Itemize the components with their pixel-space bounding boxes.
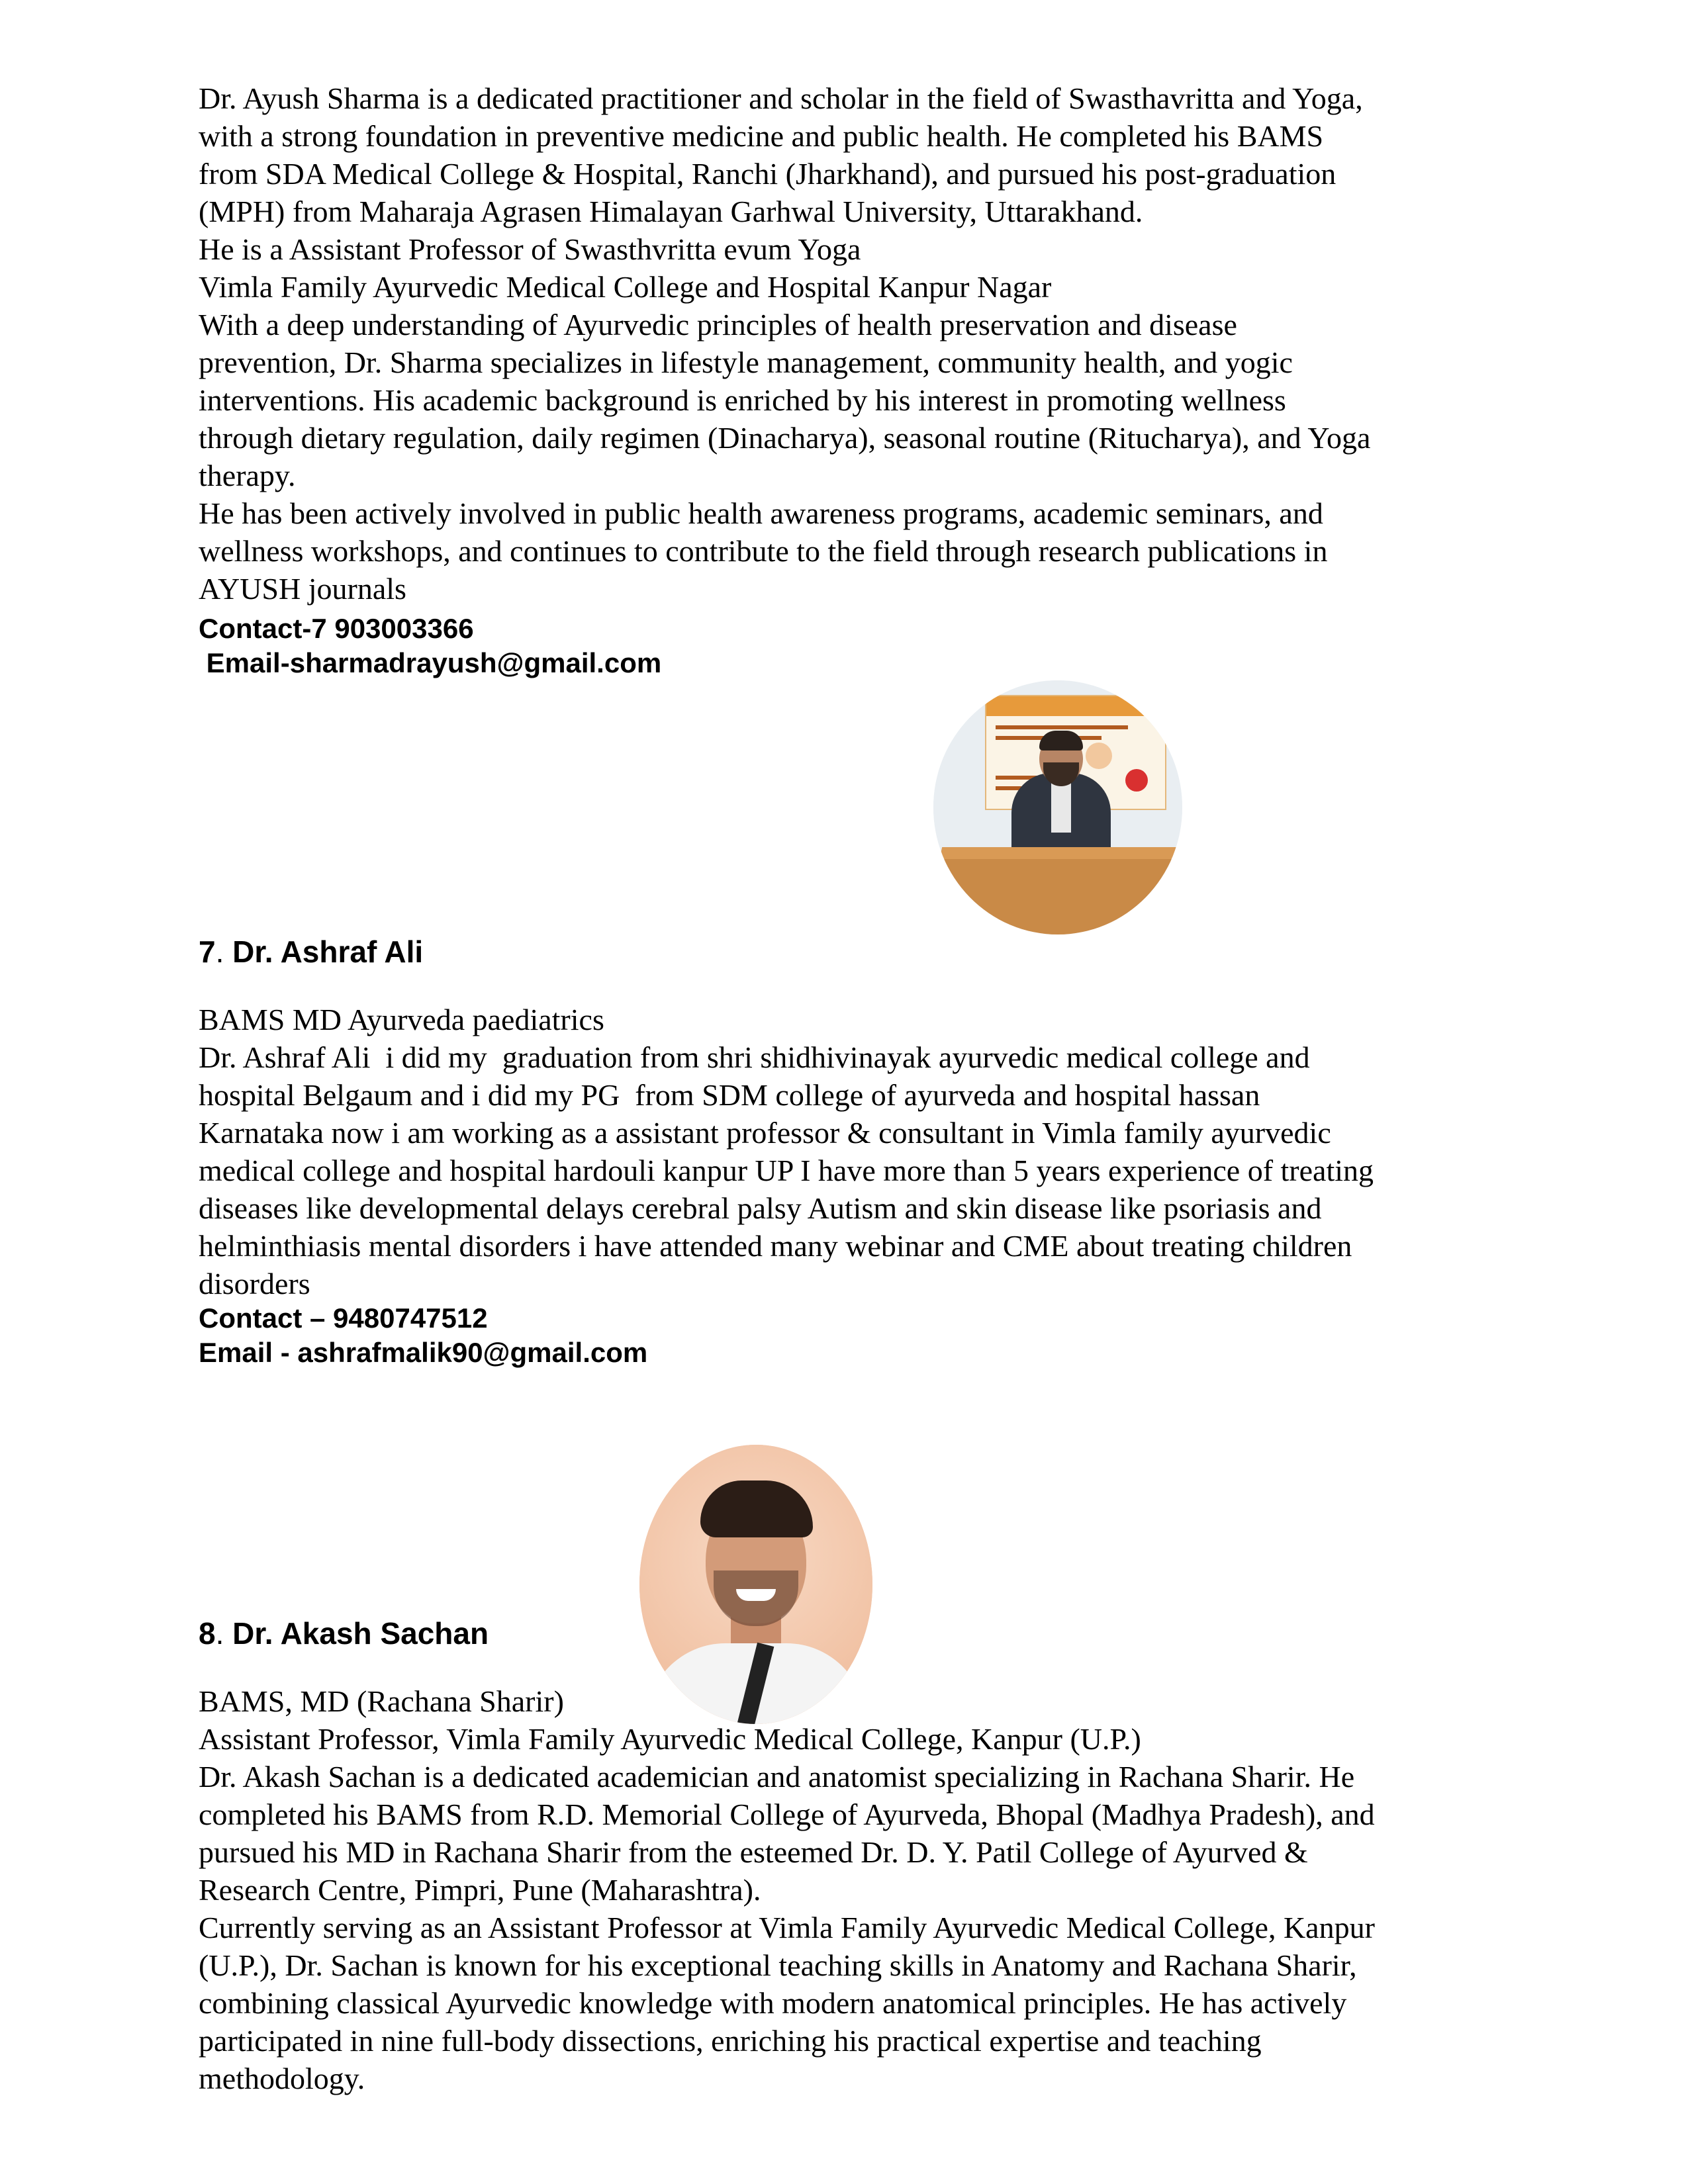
bio-line: hospital Belgaum and i did my PG from SDM college of ayurveda and hospital hassan: [199, 1078, 1260, 1112]
doctor-name: Dr. Akash Sachan: [224, 1616, 489, 1651]
bio-line: (MPH) from Maharaja Agrasen Himalayan Garhwal University, Uttarakhand.: [199, 195, 1143, 228]
ayush-sharma-bio: [199, 79, 1509, 608]
bio-line: from SDA Medical College & Hospital, Ranchi (Jharkhand), and pursued his post-graduation: [199, 157, 1336, 191]
bio-line: (U.P.), Dr. Sachan is known for his exceptional teaching skills in Anatomy and Rachana Sharir,: [199, 1948, 1357, 1982]
bio-line: disorders: [199, 1267, 310, 1300]
ashraf-ali-bio: [199, 1001, 1509, 1302]
bio-line: Dr. Akash Sachan is a dedicated academician and anatomist specializing in Rachana Sharir. He: [199, 1760, 1355, 1794]
bio-line: completed his BAMS from R.D. Memorial College of Ayurveda, Bhopal (Madhya Pradesh), and: [199, 1797, 1375, 1831]
bio-line: He has been actively involved in public health awareness programs, academic seminars, and: [199, 496, 1323, 530]
section-number-dot: .: [215, 934, 224, 969]
bio-line: with a strong foundation in preventive medicine and public health. He completed his BAMS: [199, 119, 1324, 153]
bio-line: therapy.: [199, 459, 296, 492]
ashraf-ali-email: Email - ashrafmalik90@gmail.com: [199, 1337, 648, 1368]
bio-line: Research Centre, Pimpri, Pune (Maharashtra).: [199, 1873, 761, 1907]
bio-line: He is a Assistant Professor of Swasthvritta evum Yoga: [199, 232, 861, 266]
section-number-dot: .: [215, 1616, 224, 1651]
bio-line: BAMS MD Ayurveda paediatrics: [199, 1003, 604, 1036]
section-number: 7: [199, 934, 216, 969]
bio-line: Currently serving as an Assistant Professor at Vimla Family Ayurvedic Medical College, Kanpur: [199, 1911, 1375, 1944]
bio-line: participated in nine full-body dissections, enriching his practical expertise and teaching: [199, 2024, 1262, 2058]
bio-line: medical college and hospital hardouli kanpur UP I have more than 5 years experience of treating: [199, 1154, 1374, 1187]
akash-sachan-bio: [199, 1682, 1509, 2097]
bio-line: BAMS, MD (Rachana Sharir): [199, 1684, 564, 1718]
bio-line: pursued his MD in Rachana Sharir from the esteemed Dr. D. Y. Patil College of Ayurved &: [199, 1835, 1308, 1869]
ashraf-ali-heading: [199, 933, 423, 970]
bio-line: helminthiasis mental disorders i have attended many webinar and CME about treating children: [199, 1229, 1352, 1263]
bio-line: Dr. Ayush Sharma is a dedicated practitioner and scholar in the field of Swasthavritta and Yoga,: [199, 81, 1363, 115]
bio-line: combining classical Ayurvedic knowledge with modern anatomical principles. He has actively: [199, 1986, 1347, 2020]
ayush-sharma-email: Email-sharmadrayush@gmail.com: [199, 647, 662, 678]
bio-line: methodology.: [199, 2062, 365, 2095]
bio-line: Vimla Family Ayurvedic Medical College and Hospital Kanpur Nagar: [199, 270, 1052, 304]
bio-line: Dr. Ashraf Ali i did my graduation from shri shidhivinayak ayurvedic medical college and: [199, 1040, 1310, 1074]
bio-line: interventions. His academic background is enriched by his interest in promoting wellness: [199, 383, 1286, 417]
bio-line: AYUSH journals: [199, 572, 406, 606]
ashraf-ali-contact: Contact – 9480747512: [199, 1302, 488, 1334]
bio-line: Karnataka now i am working as a assistant professor & consultant in Vimla family ayurvedic: [199, 1116, 1331, 1150]
section-number: 8: [199, 1616, 216, 1651]
doctor-name: Dr. Ashraf Ali: [224, 934, 424, 969]
bio-line: With a deep understanding of Ayurvedic principles of health preservation and disease: [199, 308, 1237, 341]
bio-line: Assistant Professor, Vimla Family Ayurvedic Medical College, Kanpur (U.P.): [199, 1722, 1141, 1756]
ayush-sharma-contact: Contact-7 903003366: [199, 613, 474, 644]
bio-line: diseases like developmental delays cerebral palsy Autism and skin disease like psoriasis and: [199, 1191, 1322, 1225]
ayush-sharma-photo: [933, 680, 1182, 934]
bio-line: through dietary regulation, daily regimen (Dinacharya), seasonal routine (Ritucharya), and Yoga: [199, 421, 1371, 455]
bio-line: prevention, Dr. Sharma specializes in lifestyle management, community health, and yogic: [199, 345, 1293, 379]
bio-line: wellness workshops, and continues to contribute to the field through research publications in: [199, 534, 1328, 568]
akash-sachan-heading: [199, 1615, 489, 1652]
